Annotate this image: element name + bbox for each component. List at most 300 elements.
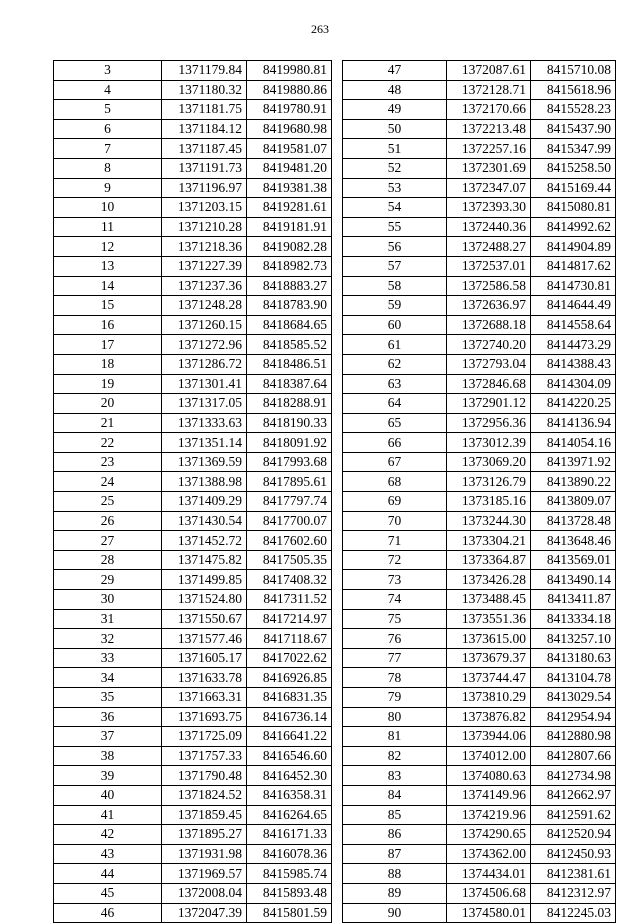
table-row <box>54 629 332 649</box>
point-number-cell: 60 <box>343 315 447 335</box>
y-coordinate-cell: 8417214.97 <box>247 609 332 629</box>
x-coordinate-cell: 1374219.96 <box>447 805 531 825</box>
y-coordinate-cell: 8414730.81 <box>531 276 616 296</box>
x-coordinate-cell: 1371725.09 <box>162 727 247 747</box>
x-coordinate-cell: 1371286.72 <box>162 354 247 374</box>
table-row <box>54 178 332 198</box>
table-row <box>54 452 332 472</box>
x-coordinate-cell: 1371260.15 <box>162 315 247 335</box>
point-number-cell: 6 <box>54 119 162 139</box>
point-number-cell: 79 <box>343 688 447 708</box>
point-number-cell: 61 <box>343 335 447 355</box>
x-coordinate-cell: 1374012.00 <box>447 746 531 766</box>
point-number-cell: 87 <box>343 844 447 864</box>
y-coordinate-cell: 8418486.51 <box>247 354 332 374</box>
y-coordinate-cell: 8414558.64 <box>531 315 616 335</box>
point-number-cell: 18 <box>54 354 162 374</box>
y-coordinate-cell: 8414644.49 <box>531 296 616 316</box>
x-coordinate-cell: 1372008.04 <box>162 883 247 903</box>
point-number-cell: 16 <box>54 315 162 335</box>
x-coordinate-cell: 1371524.80 <box>162 590 247 610</box>
point-number-cell: 75 <box>343 609 447 629</box>
table-row <box>54 805 332 825</box>
point-number-cell: 15 <box>54 296 162 316</box>
x-coordinate-cell: 1371430.54 <box>162 511 247 531</box>
y-coordinate-cell: 8417022.62 <box>247 648 332 668</box>
table-row <box>343 727 616 747</box>
table-row <box>343 648 616 668</box>
x-coordinate-cell: 1372393.30 <box>447 198 531 218</box>
table-row <box>343 433 616 453</box>
x-coordinate-cell: 1374290.65 <box>447 825 531 845</box>
table-row <box>54 727 332 747</box>
table-row <box>54 374 332 394</box>
x-coordinate-cell: 1373551.36 <box>447 609 531 629</box>
table-row <box>54 119 332 139</box>
point-number-cell: 12 <box>54 237 162 257</box>
point-number-cell: 69 <box>343 492 447 512</box>
point-number-cell: 63 <box>343 374 447 394</box>
x-coordinate-cell: 1371452.72 <box>162 531 247 551</box>
y-coordinate-cell: 8415618.96 <box>531 80 616 100</box>
table-row <box>54 844 332 864</box>
x-coordinate-cell: 1372586.58 <box>447 276 531 296</box>
x-coordinate-cell: 1373876.82 <box>447 707 531 727</box>
point-number-cell: 58 <box>343 276 447 296</box>
y-coordinate-cell: 8417700.07 <box>247 511 332 531</box>
point-number-cell: 49 <box>343 100 447 120</box>
point-number-cell: 81 <box>343 727 447 747</box>
point-number-cell: 33 <box>54 648 162 668</box>
x-coordinate-cell: 1373488.45 <box>447 590 531 610</box>
y-coordinate-cell: 8414904.89 <box>531 237 616 257</box>
table-row <box>343 629 616 649</box>
y-coordinate-cell: 8412954.94 <box>531 707 616 727</box>
point-number-cell: 21 <box>54 413 162 433</box>
table-row <box>343 374 616 394</box>
y-coordinate-cell: 8414473.29 <box>531 335 616 355</box>
table-row <box>343 903 616 923</box>
x-coordinate-cell: 1371351.14 <box>162 433 247 453</box>
table-row <box>54 864 332 884</box>
table-row <box>54 80 332 100</box>
y-coordinate-cell: 8414136.94 <box>531 413 616 433</box>
y-coordinate-cell: 8415710.08 <box>531 61 616 81</box>
point-number-cell: 23 <box>54 452 162 472</box>
table-row <box>343 531 616 551</box>
y-coordinate-cell: 8416078.36 <box>247 844 332 864</box>
table-row <box>54 766 332 786</box>
table-row <box>54 550 332 570</box>
x-coordinate-cell: 1371475.82 <box>162 550 247 570</box>
y-coordinate-cell: 8415437.90 <box>531 119 616 139</box>
point-number-cell: 44 <box>54 864 162 884</box>
table-row <box>343 746 616 766</box>
point-number-cell: 57 <box>343 256 447 276</box>
x-coordinate-cell: 1372170.66 <box>447 100 531 120</box>
y-coordinate-cell: 8417505.35 <box>247 550 332 570</box>
x-coordinate-cell: 1371499.85 <box>162 570 247 590</box>
table-row <box>343 256 616 276</box>
point-number-cell: 5 <box>54 100 162 120</box>
x-coordinate-cell: 1371218.36 <box>162 237 247 257</box>
table-row <box>343 825 616 845</box>
x-coordinate-cell: 1373944.06 <box>447 727 531 747</box>
y-coordinate-cell: 8414817.62 <box>531 256 616 276</box>
point-number-cell: 80 <box>343 707 447 727</box>
table-row <box>343 237 616 257</box>
y-coordinate-cell: 8419082.28 <box>247 237 332 257</box>
y-coordinate-cell: 8418883.27 <box>247 276 332 296</box>
y-coordinate-cell: 8417311.52 <box>247 590 332 610</box>
table-row <box>343 609 616 629</box>
table-row <box>343 119 616 139</box>
y-coordinate-cell: 8417602.60 <box>247 531 332 551</box>
y-coordinate-cell: 8415080.81 <box>531 198 616 218</box>
y-coordinate-cell: 8412450.93 <box>531 844 616 864</box>
page-number: 263 <box>311 22 329 36</box>
x-coordinate-cell: 1372740.20 <box>447 335 531 355</box>
point-number-cell: 46 <box>54 903 162 923</box>
point-number-cell: 83 <box>343 766 447 786</box>
point-number-cell: 53 <box>343 178 447 198</box>
point-number-cell: 19 <box>54 374 162 394</box>
x-coordinate-cell: 1374434.01 <box>447 864 531 884</box>
table-row <box>54 217 332 237</box>
x-coordinate-cell: 1371196.97 <box>162 178 247 198</box>
table-row <box>54 570 332 590</box>
point-number-cell: 7 <box>54 139 162 159</box>
point-number-cell: 78 <box>343 668 447 688</box>
x-coordinate-cell: 1371248.28 <box>162 296 247 316</box>
y-coordinate-cell: 8415169.44 <box>531 178 616 198</box>
table-row <box>54 256 332 276</box>
y-coordinate-cell: 8419581.07 <box>247 139 332 159</box>
point-number-cell: 36 <box>54 707 162 727</box>
x-coordinate-cell: 1372636.97 <box>447 296 531 316</box>
y-coordinate-cell: 8413569.01 <box>531 550 616 570</box>
y-coordinate-cell: 8413029.54 <box>531 688 616 708</box>
x-coordinate-cell: 1371550.67 <box>162 609 247 629</box>
x-coordinate-cell: 1372213.48 <box>447 119 531 139</box>
x-coordinate-cell: 1373426.28 <box>447 570 531 590</box>
table-row <box>343 178 616 198</box>
x-coordinate-cell: 1371859.45 <box>162 805 247 825</box>
point-number-cell: 26 <box>54 511 162 531</box>
point-number-cell: 52 <box>343 158 447 178</box>
x-coordinate-cell: 1371693.75 <box>162 707 247 727</box>
y-coordinate-cell: 8413411.87 <box>531 590 616 610</box>
y-coordinate-cell: 8416736.14 <box>247 707 332 727</box>
point-number-cell: 20 <box>54 394 162 414</box>
table-row <box>54 198 332 218</box>
point-number-cell: 88 <box>343 864 447 884</box>
table-row <box>54 394 332 414</box>
x-coordinate-cell: 1371333.63 <box>162 413 247 433</box>
x-coordinate-cell: 1371317.05 <box>162 394 247 414</box>
point-number-cell: 13 <box>54 256 162 276</box>
point-number-cell: 45 <box>54 883 162 903</box>
table-row <box>343 139 616 159</box>
point-number-cell: 37 <box>54 727 162 747</box>
x-coordinate-cell: 1373364.87 <box>447 550 531 570</box>
y-coordinate-cell: 8415985.74 <box>247 864 332 884</box>
x-coordinate-cell: 1372257.16 <box>447 139 531 159</box>
table-row <box>54 688 332 708</box>
point-number-cell: 32 <box>54 629 162 649</box>
table-row <box>343 198 616 218</box>
table-row <box>343 570 616 590</box>
x-coordinate-cell: 1372047.39 <box>162 903 247 923</box>
y-coordinate-cell: 8416358.31 <box>247 785 332 805</box>
point-number-cell: 82 <box>343 746 447 766</box>
table-row <box>343 217 616 237</box>
y-coordinate-cell: 8415528.23 <box>531 100 616 120</box>
point-number-cell: 73 <box>343 570 447 590</box>
y-coordinate-cell: 8416831.35 <box>247 688 332 708</box>
point-number-cell: 68 <box>343 472 447 492</box>
x-coordinate-cell: 1371824.52 <box>162 785 247 805</box>
x-coordinate-cell: 1373304.21 <box>447 531 531 551</box>
point-number-cell: 85 <box>343 805 447 825</box>
table-row <box>343 315 616 335</box>
x-coordinate-cell: 1372347.07 <box>447 178 531 198</box>
table-row <box>54 825 332 845</box>
y-coordinate-cell: 8418783.90 <box>247 296 332 316</box>
y-coordinate-cell: 8419281.61 <box>247 198 332 218</box>
y-coordinate-cell: 8412381.61 <box>531 864 616 884</box>
x-coordinate-cell: 1374149.96 <box>447 785 531 805</box>
table-row <box>54 61 332 81</box>
table-row <box>343 100 616 120</box>
table-row <box>54 472 332 492</box>
point-number-cell: 29 <box>54 570 162 590</box>
table-row <box>54 707 332 727</box>
x-coordinate-cell: 1371577.46 <box>162 629 247 649</box>
point-number-cell: 54 <box>343 198 447 218</box>
y-coordinate-cell: 8412662.97 <box>531 785 616 805</box>
table-row <box>54 531 332 551</box>
point-number-cell: 41 <box>54 805 162 825</box>
x-coordinate-cell: 1372301.69 <box>447 158 531 178</box>
y-coordinate-cell: 8418288.91 <box>247 394 332 414</box>
table-row <box>343 158 616 178</box>
y-coordinate-cell: 8413104.78 <box>531 668 616 688</box>
x-coordinate-cell: 1371369.59 <box>162 452 247 472</box>
table-row <box>54 492 332 512</box>
table-row <box>54 296 332 316</box>
table-row <box>54 354 332 374</box>
table-row <box>54 158 332 178</box>
point-number-cell: 3 <box>54 61 162 81</box>
y-coordinate-cell: 8417895.61 <box>247 472 332 492</box>
point-number-cell: 42 <box>54 825 162 845</box>
x-coordinate-cell: 1371301.41 <box>162 374 247 394</box>
table-row <box>343 844 616 864</box>
table-row <box>54 785 332 805</box>
y-coordinate-cell: 8415347.99 <box>531 139 616 159</box>
table-row <box>54 335 332 355</box>
x-coordinate-cell: 1371388.98 <box>162 472 247 492</box>
x-coordinate-cell: 1371931.98 <box>162 844 247 864</box>
x-coordinate-cell: 1371237.36 <box>162 276 247 296</box>
table-row <box>54 100 332 120</box>
x-coordinate-cell: 1372846.68 <box>447 374 531 394</box>
y-coordinate-cell: 8416171.33 <box>247 825 332 845</box>
y-coordinate-cell: 8415801.59 <box>247 903 332 923</box>
y-coordinate-cell: 8416264.65 <box>247 805 332 825</box>
y-coordinate-cell: 8413890.22 <box>531 472 616 492</box>
point-number-cell: 47 <box>343 61 447 81</box>
y-coordinate-cell: 8412520.94 <box>531 825 616 845</box>
x-coordinate-cell: 1371184.12 <box>162 119 247 139</box>
x-coordinate-cell: 1371633.78 <box>162 668 247 688</box>
y-coordinate-cell: 8416546.60 <box>247 746 332 766</box>
table-row <box>54 609 332 629</box>
x-coordinate-cell: 1372956.36 <box>447 413 531 433</box>
x-coordinate-cell: 1372128.71 <box>447 80 531 100</box>
table-row <box>54 883 332 903</box>
point-number-cell: 28 <box>54 550 162 570</box>
point-number-cell: 65 <box>343 413 447 433</box>
y-coordinate-cell: 8413257.10 <box>531 629 616 649</box>
point-number-cell: 31 <box>54 609 162 629</box>
point-number-cell: 74 <box>343 590 447 610</box>
table-row <box>54 903 332 923</box>
point-number-cell: 77 <box>343 648 447 668</box>
x-coordinate-cell: 1371180.32 <box>162 80 247 100</box>
y-coordinate-cell: 8413490.14 <box>531 570 616 590</box>
point-number-cell: 35 <box>54 688 162 708</box>
point-number-cell: 66 <box>343 433 447 453</box>
table-row <box>343 394 616 414</box>
x-coordinate-cell: 1372901.12 <box>447 394 531 414</box>
table-row <box>54 237 332 257</box>
table-row <box>343 335 616 355</box>
point-number-cell: 62 <box>343 354 447 374</box>
x-coordinate-cell: 1371181.75 <box>162 100 247 120</box>
x-coordinate-cell: 1374506.68 <box>447 883 531 903</box>
y-coordinate-cell: 8413334.18 <box>531 609 616 629</box>
x-coordinate-cell: 1371663.31 <box>162 688 247 708</box>
x-coordinate-cell: 1373679.37 <box>447 648 531 668</box>
x-coordinate-cell: 1372793.04 <box>447 354 531 374</box>
table-row <box>343 61 616 81</box>
table-row <box>343 668 616 688</box>
point-number-cell: 17 <box>54 335 162 355</box>
y-coordinate-cell: 8412807.66 <box>531 746 616 766</box>
point-number-cell: 40 <box>54 785 162 805</box>
table-row <box>343 472 616 492</box>
table-row <box>343 805 616 825</box>
point-number-cell: 25 <box>54 492 162 512</box>
point-number-cell: 67 <box>343 452 447 472</box>
y-coordinate-cell: 8417797.74 <box>247 492 332 512</box>
point-number-cell: 27 <box>54 531 162 551</box>
point-number-cell: 14 <box>54 276 162 296</box>
point-number-cell: 84 <box>343 785 447 805</box>
point-number-cell: 86 <box>343 825 447 845</box>
y-coordinate-cell: 8419481.20 <box>247 158 332 178</box>
table-row <box>343 296 616 316</box>
x-coordinate-cell: 1371605.17 <box>162 648 247 668</box>
x-coordinate-cell: 1373012.39 <box>447 433 531 453</box>
point-number-cell: 4 <box>54 80 162 100</box>
y-coordinate-cell: 8415893.48 <box>247 883 332 903</box>
y-coordinate-cell: 8418190.33 <box>247 413 332 433</box>
point-number-cell: 11 <box>54 217 162 237</box>
x-coordinate-cell: 1371187.45 <box>162 139 247 159</box>
point-number-cell: 48 <box>343 80 447 100</box>
y-coordinate-cell: 8417118.67 <box>247 629 332 649</box>
x-coordinate-cell: 1372688.18 <box>447 315 531 335</box>
point-number-cell: 24 <box>54 472 162 492</box>
y-coordinate-cell: 8418585.52 <box>247 335 332 355</box>
point-number-cell: 59 <box>343 296 447 316</box>
point-number-cell: 50 <box>343 119 447 139</box>
table-row <box>343 883 616 903</box>
x-coordinate-cell: 1373615.00 <box>447 629 531 649</box>
x-coordinate-cell: 1374580.01 <box>447 903 531 923</box>
point-number-cell: 34 <box>54 668 162 688</box>
table-row <box>54 413 332 433</box>
y-coordinate-cell: 8412312.97 <box>531 883 616 903</box>
y-coordinate-cell: 8419780.91 <box>247 100 332 120</box>
point-number-cell: 89 <box>343 883 447 903</box>
y-coordinate-cell: 8413809.07 <box>531 492 616 512</box>
y-coordinate-cell: 8418982.73 <box>247 256 332 276</box>
table-row <box>343 511 616 531</box>
x-coordinate-cell: 1373744.47 <box>447 668 531 688</box>
x-coordinate-cell: 1373810.29 <box>447 688 531 708</box>
table-row <box>54 668 332 688</box>
y-coordinate-cell: 8417993.68 <box>247 452 332 472</box>
table-row <box>343 80 616 100</box>
x-coordinate-cell: 1371969.57 <box>162 864 247 884</box>
point-number-cell: 64 <box>343 394 447 414</box>
table-row <box>343 688 616 708</box>
table-row <box>54 139 332 159</box>
y-coordinate-cell: 8416641.22 <box>247 727 332 747</box>
y-coordinate-cell: 8413971.92 <box>531 452 616 472</box>
x-coordinate-cell: 1372087.61 <box>447 61 531 81</box>
x-coordinate-cell: 1372537.01 <box>447 256 531 276</box>
y-coordinate-cell: 8416926.85 <box>247 668 332 688</box>
point-number-cell: 8 <box>54 158 162 178</box>
y-coordinate-cell: 8419381.38 <box>247 178 332 198</box>
table-row <box>343 785 616 805</box>
table-row <box>343 590 616 610</box>
x-coordinate-cell: 1374080.63 <box>447 766 531 786</box>
point-number-cell: 90 <box>343 903 447 923</box>
point-number-cell: 70 <box>343 511 447 531</box>
table-row <box>343 766 616 786</box>
y-coordinate-cell: 8419680.98 <box>247 119 332 139</box>
x-coordinate-cell: 1371790.48 <box>162 766 247 786</box>
y-coordinate-cell: 8412245.03 <box>531 903 616 923</box>
table-row <box>54 511 332 531</box>
table-row <box>343 550 616 570</box>
y-coordinate-cell: 8417408.32 <box>247 570 332 590</box>
y-coordinate-cell: 8414304.09 <box>531 374 616 394</box>
x-coordinate-cell: 1373069.20 <box>447 452 531 472</box>
y-coordinate-cell: 8418387.64 <box>247 374 332 394</box>
y-coordinate-cell: 8419181.91 <box>247 217 332 237</box>
y-coordinate-cell: 8418091.92 <box>247 433 332 453</box>
x-coordinate-cell: 1374362.00 <box>447 844 531 864</box>
y-coordinate-cell: 8414992.62 <box>531 217 616 237</box>
table-row <box>54 590 332 610</box>
